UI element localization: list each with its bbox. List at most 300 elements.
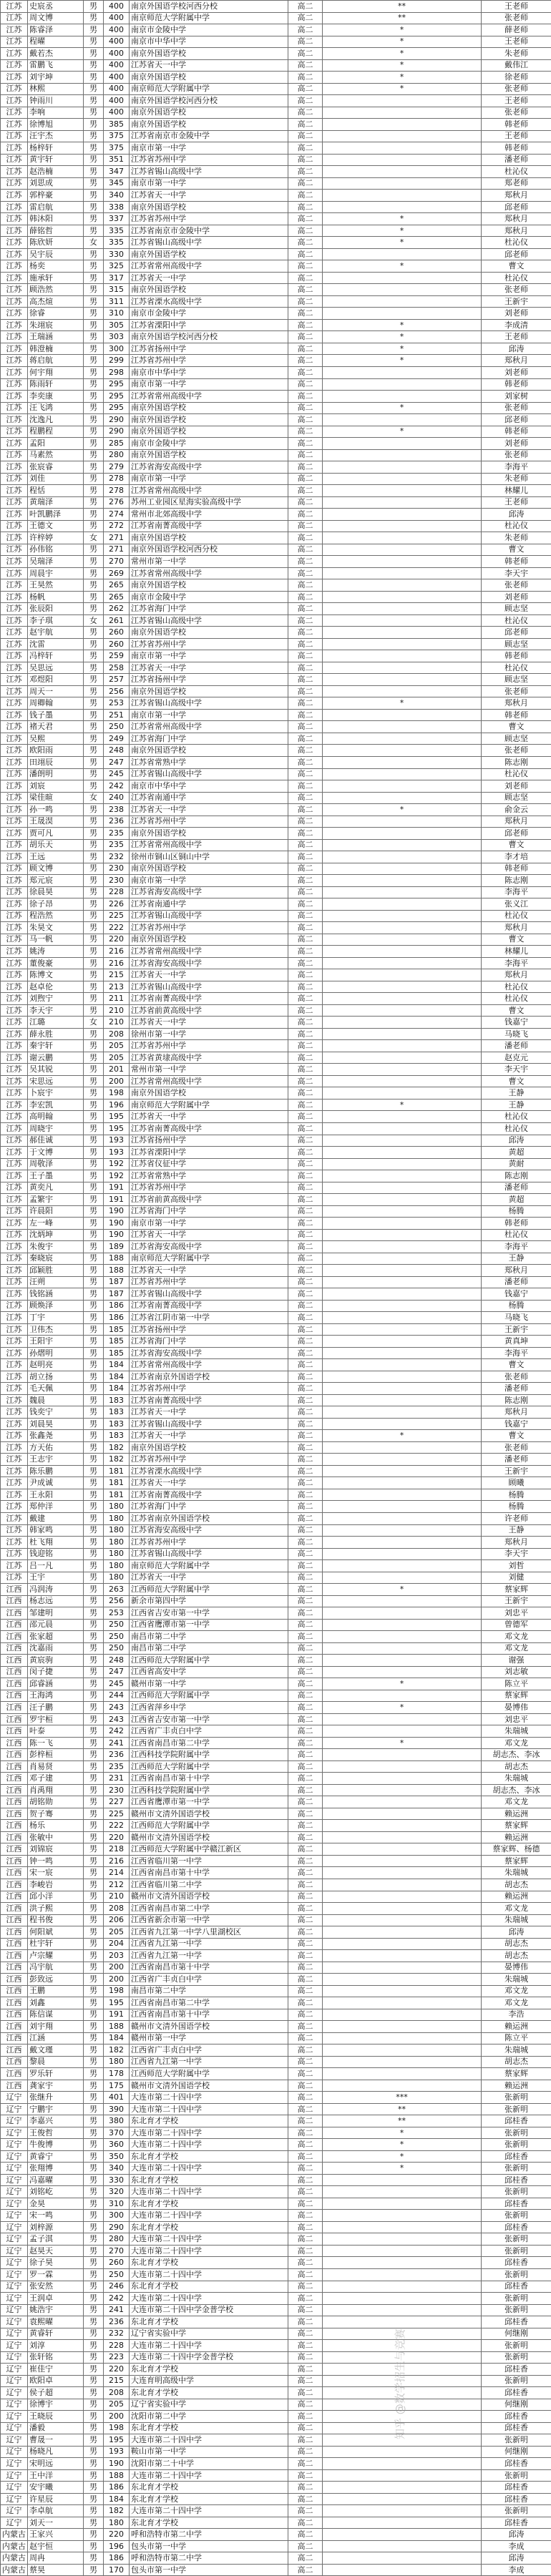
province-cell: 江西 xyxy=(1,1760,28,1773)
table-row xyxy=(1,414,551,426)
name-cell: 王志宇 xyxy=(28,1454,84,1466)
score-cell: 182 xyxy=(104,2505,130,2517)
name-cell: 雷启航 xyxy=(28,201,84,213)
score-cell: 238 xyxy=(104,804,130,816)
score-cell: 188 xyxy=(104,1253,130,1265)
school-cell: 南京外国语学校河西分校 xyxy=(130,331,288,343)
name-cell: 孟子淇 xyxy=(28,2233,84,2246)
school-cell: 南京外国语学校河西分校 xyxy=(130,1,288,13)
name-cell: 于文博 xyxy=(28,1147,84,1159)
name-cell: 顾浩然 xyxy=(28,284,84,296)
coach-cell: 杨腾 xyxy=(482,1501,551,1513)
table-row xyxy=(1,177,551,190)
coach-cell: 张新明 xyxy=(482,2163,551,2175)
province-cell: 江苏 xyxy=(1,1017,28,1029)
gender-cell: 男 xyxy=(84,2446,104,2458)
name-cell: 黄宇轩 xyxy=(28,154,84,166)
coach-cell: 李成 xyxy=(482,2540,551,2552)
mark-cell xyxy=(323,496,482,509)
table-row xyxy=(1,2399,551,2411)
coach-cell: 胡志杰 xyxy=(482,2056,551,2068)
school-cell: 江苏省海安高级中学 xyxy=(130,1241,288,1253)
province-cell: 江苏 xyxy=(1,130,28,142)
mark-cell xyxy=(323,2340,482,2352)
coach-cell: 顾志坚 xyxy=(482,792,551,804)
score-cell: 213 xyxy=(104,981,130,993)
school-cell: 江苏省天一中学 xyxy=(130,1265,288,1277)
grade-cell: 高二 xyxy=(288,2328,323,2340)
grade-cell: 高二 xyxy=(288,237,323,249)
province-cell: 江苏 xyxy=(1,556,28,568)
table-row xyxy=(1,2458,551,2470)
mark-cell xyxy=(323,1359,482,1371)
score-cell: 205 xyxy=(104,1926,130,1939)
grade-cell: 高二 xyxy=(288,1064,323,1076)
table-row xyxy=(1,319,551,331)
mark-cell: * xyxy=(323,59,482,72)
province-cell: 辽宁 xyxy=(1,2469,28,2482)
name-cell: 袁熙曜 xyxy=(28,2316,84,2328)
table-row xyxy=(1,2469,551,2482)
coach-cell: 赵克元 xyxy=(482,1052,551,1064)
name-cell: 陈欣妍 xyxy=(28,237,84,249)
school-cell: 江苏省常州高级中学 xyxy=(130,567,288,579)
school-cell: 江西省高安中学 xyxy=(130,1666,288,1678)
score-cell: 330 xyxy=(104,248,130,260)
province-cell: 江苏 xyxy=(1,1359,28,1371)
grade-cell: 高二 xyxy=(288,308,323,320)
school-cell: 常州市北郊高级中学 xyxy=(130,509,288,521)
mark-cell xyxy=(323,567,482,579)
school-cell: 南京外国语学校 xyxy=(130,1087,288,1100)
school-cell: 赣州市文清外国语学校 xyxy=(130,1808,288,1820)
province-cell: 辽宁 xyxy=(1,2233,28,2246)
school-cell: 江苏省海门中学 xyxy=(130,1336,288,1348)
score-cell: 187 xyxy=(104,1276,130,1288)
province-cell: 江西 xyxy=(1,1962,28,1974)
name-cell: 李嘉兴 xyxy=(28,2115,84,2127)
province-cell: 江苏 xyxy=(1,343,28,355)
score-cell: 263 xyxy=(104,1584,130,1596)
province-cell: 江西 xyxy=(1,1678,28,1690)
table-row xyxy=(1,2163,551,2175)
school-cell: 江苏省苏州中学 xyxy=(130,1383,288,1395)
table-row xyxy=(1,2068,551,2080)
gender-cell: 男 xyxy=(84,2493,104,2505)
score-cell: 182 xyxy=(104,2044,130,2057)
watermark-text: 知乎 @数学招生与竞赛 xyxy=(394,2328,406,2439)
name-cell: 汪朔 xyxy=(28,1276,84,1288)
coach-cell: 曹文 xyxy=(482,260,551,273)
score-cell: 222 xyxy=(104,922,130,934)
coach-cell: 刘老师 xyxy=(482,308,551,320)
table-row xyxy=(1,2009,551,2021)
score-cell: 180 xyxy=(104,1501,130,1513)
school-cell: 江苏省常州高级中学 xyxy=(130,485,288,497)
mark-cell xyxy=(323,1595,482,1607)
score-cell: 226 xyxy=(104,898,130,911)
grade-cell: 高二 xyxy=(288,1158,323,1170)
table-row xyxy=(1,1867,551,1879)
table-row xyxy=(1,2198,551,2210)
grade-cell: 高二 xyxy=(288,2032,323,2044)
name-cell: 王鹏 xyxy=(28,1985,84,1997)
name-cell: 闵子捷 xyxy=(28,1666,84,1678)
coach-cell: 张新明 xyxy=(482,2233,551,2246)
coach-cell: 王新宇 xyxy=(482,1465,551,1477)
name-cell: 吕一凡 xyxy=(28,1560,84,1572)
table-row xyxy=(1,768,551,780)
name-cell: 程书俊 xyxy=(28,1914,84,1926)
name-cell: 陈睿泽 xyxy=(28,24,84,36)
name-cell: 李子琪 xyxy=(28,614,84,627)
gender-cell: 男 xyxy=(84,2340,104,2352)
score-cell: 249 xyxy=(104,733,130,745)
school-cell: 江西省南昌市第二中学 xyxy=(130,1903,288,1915)
mark-cell xyxy=(323,1796,482,1808)
name-cell: 张轩铭 xyxy=(28,2351,84,2364)
gender-cell: 男 xyxy=(84,1229,104,1241)
coach-cell: 邱老师 xyxy=(482,627,551,639)
grade-cell: 高二 xyxy=(288,59,323,72)
grade-cell: 高二 xyxy=(288,520,323,532)
gender-cell: 男 xyxy=(84,1430,104,1442)
coach-cell: 曹文 xyxy=(482,1075,551,1087)
gender-cell: 男 xyxy=(84,225,104,237)
name-cell: 魏晨 xyxy=(28,1394,84,1406)
mark-cell xyxy=(323,295,482,308)
school-cell: 江苏省天一中学 xyxy=(130,1229,288,1241)
table-row xyxy=(1,1595,551,1607)
school-cell: 南京市第一中学 xyxy=(130,709,288,721)
school-cell: 江苏省南通中学 xyxy=(130,898,288,911)
coach-cell: 王静 xyxy=(482,1087,551,1100)
grade-cell: 高二 xyxy=(288,2245,323,2257)
coach-cell: 黄真坤 xyxy=(482,1336,551,1348)
mark-cell xyxy=(323,1974,482,1986)
score-cell: 290 xyxy=(104,426,130,438)
mark-cell xyxy=(323,2446,482,2458)
mark-cell xyxy=(323,1147,482,1159)
grade-cell: 高二 xyxy=(288,2186,323,2198)
name-cell: 徐子昊 xyxy=(28,2257,84,2269)
table-row xyxy=(1,1312,551,1324)
school-cell: 大连市第二十四中学 xyxy=(130,2434,288,2447)
table-row xyxy=(1,2293,551,2305)
gender-cell: 男 xyxy=(84,1595,104,1607)
table-row xyxy=(1,934,551,946)
province-cell: 辽宁 xyxy=(1,2281,28,2293)
school-cell: 江西省广丰贞白中学 xyxy=(130,1974,288,1986)
mark-cell xyxy=(323,614,482,627)
province-cell: 辽宁 xyxy=(1,2482,28,2494)
province-cell: 江苏 xyxy=(1,614,28,627)
school-cell: 大连市第二十四中学 xyxy=(130,2163,288,2175)
coach-cell: 曹文 xyxy=(482,839,551,851)
score-cell: 190 xyxy=(104,1205,130,1218)
province-cell: 江苏 xyxy=(1,733,28,745)
grade-cell: 高二 xyxy=(288,319,323,331)
gender-cell: 男 xyxy=(84,1725,104,1738)
name-cell: 邓子建 xyxy=(28,1773,84,1785)
grade-cell: 高二 xyxy=(288,2564,323,2576)
name-cell: 吴思远 xyxy=(28,662,84,674)
score-cell: 236 xyxy=(104,2316,130,2328)
grade-cell: 高二 xyxy=(288,1796,323,1808)
coach-cell: 邱涛 xyxy=(482,2552,551,2565)
gender-cell: 男 xyxy=(84,745,104,757)
gender-cell: 男 xyxy=(84,1974,104,1986)
gender-cell: 男 xyxy=(84,1454,104,1466)
score-cell: 400 xyxy=(104,36,130,48)
grade-cell: 高二 xyxy=(288,1903,323,1915)
grade-cell: 高二 xyxy=(288,2540,323,2552)
name-cell: 韩沐阳 xyxy=(28,213,84,225)
mark-cell xyxy=(323,509,482,521)
coach-cell: 蔡家辉 xyxy=(482,1690,551,1702)
score-cell: 214 xyxy=(104,1867,130,1879)
school-cell: 江西省南昌市第十中学 xyxy=(130,2009,288,2021)
school-cell: 江苏省扬州中学 xyxy=(130,674,288,686)
score-cell: 181 xyxy=(104,1465,130,1477)
grade-cell: 高二 xyxy=(288,792,323,804)
coach-cell: 邱桂香 xyxy=(482,2364,551,2376)
table-row xyxy=(1,295,551,308)
province-cell: 江苏 xyxy=(1,83,28,95)
score-cell: 274 xyxy=(104,509,130,521)
province-cell: 江苏 xyxy=(1,1560,28,1572)
province-cell: 辽宁 xyxy=(1,2304,28,2316)
province-cell: 江西 xyxy=(1,1607,28,1620)
province-cell: 江苏 xyxy=(1,839,28,851)
grade-cell: 高二 xyxy=(288,828,323,840)
score-cell: 241 xyxy=(104,1737,130,1749)
province-cell: 江苏 xyxy=(1,1075,28,1087)
mark-cell xyxy=(323,1914,482,1926)
gender-cell: 男 xyxy=(84,402,104,414)
mark-cell xyxy=(323,414,482,426)
score-cell: 347 xyxy=(104,166,130,178)
school-cell: 南京市第一中学 xyxy=(130,177,288,190)
table-row xyxy=(1,213,551,225)
grade-cell: 高二 xyxy=(288,1891,323,1903)
grade-cell: 高二 xyxy=(288,1182,323,1194)
score-cell: 260 xyxy=(104,638,130,650)
name-cell: 张鑫尧 xyxy=(28,1430,84,1442)
name-cell: 钱子墨 xyxy=(28,709,84,721)
gender-cell: 男 xyxy=(84,107,104,119)
province-cell: 江苏 xyxy=(1,1182,28,1194)
name-cell: 王瑞涵 xyxy=(28,331,84,343)
school-cell: 东北育才学校 xyxy=(130,2387,288,2399)
score-cell: 245 xyxy=(104,1678,130,1690)
mark-cell xyxy=(323,2364,482,2376)
province-cell: 辽宁 xyxy=(1,2257,28,2269)
name-cell: 黎晨 xyxy=(28,2056,84,2068)
score-cell: 311 xyxy=(104,295,130,308)
province-cell: 江苏 xyxy=(1,1205,28,1218)
school-cell: 江苏省海安高级中学 xyxy=(130,461,288,474)
gender-cell: 男 xyxy=(84,1843,104,1856)
score-cell: 243 xyxy=(104,1702,130,1714)
gender-cell: 男 xyxy=(84,426,104,438)
grade-cell: 高二 xyxy=(288,1985,323,1997)
gender-cell: 男 xyxy=(84,1075,104,1087)
province-cell: 江西 xyxy=(1,1784,28,1796)
gender-cell: 男 xyxy=(84,2469,104,2482)
score-cell: 212 xyxy=(104,1879,130,1891)
coach-cell: 杜沁仪 xyxy=(482,993,551,1005)
mark-cell xyxy=(323,2009,482,2021)
grade-cell: 高二 xyxy=(288,414,323,426)
name-cell: 程浩然 xyxy=(28,910,84,922)
name-cell: 顾文博 xyxy=(28,863,84,875)
school-cell: 南京市第一中学 xyxy=(130,378,288,391)
table-row xyxy=(1,1323,551,1336)
score-cell: 190 xyxy=(104,1218,130,1230)
table-row xyxy=(1,544,551,556)
score-cell: 180 xyxy=(104,1548,130,1560)
score-cell: 340 xyxy=(104,190,130,202)
province-cell: 江苏 xyxy=(1,792,28,804)
table-row xyxy=(1,391,551,403)
score-cell: 241 xyxy=(104,2304,130,2316)
mark-cell xyxy=(323,875,482,887)
gender-cell: 男 xyxy=(84,1997,104,2009)
coach-cell: 韩老师 xyxy=(482,863,551,875)
table-row xyxy=(1,2422,551,2434)
coach-cell: 韩老师 xyxy=(482,142,551,155)
gender-cell: 男 xyxy=(84,2257,104,2269)
table-row xyxy=(1,1075,551,1087)
school-cell: 南京外国语学校 xyxy=(130,402,288,414)
school-cell: 常州市第一中学 xyxy=(130,556,288,568)
mark-cell: * xyxy=(323,331,482,343)
school-cell: 江西师范大学附属中学 xyxy=(130,2068,288,2080)
name-cell: 贾可凡 xyxy=(28,828,84,840)
table-row xyxy=(1,438,551,450)
school-cell: 江苏省锡山高级中学 xyxy=(130,1548,288,1560)
mark-cell xyxy=(323,2316,482,2328)
grade-cell: 高二 xyxy=(288,2092,323,2104)
province-cell: 江苏 xyxy=(1,520,28,532)
gender-cell: 男 xyxy=(84,1938,104,1950)
score-cell: 256 xyxy=(104,1595,130,1607)
school-cell: 南京市金陵中学 xyxy=(130,438,288,450)
mark-cell xyxy=(323,922,482,934)
school-cell: 江苏省苏州中学 xyxy=(130,1182,288,1194)
coach-cell: 韩老师 xyxy=(482,709,551,721)
gender-cell: 男 xyxy=(84,1713,104,1725)
grade-cell: 高二 xyxy=(288,1843,323,1856)
score-cell: 211 xyxy=(104,993,130,1005)
coach-cell: 张老师 xyxy=(482,579,551,592)
coach-cell: 顾志坚 xyxy=(482,638,551,650)
province-cell: 江苏 xyxy=(1,1028,28,1040)
mark-cell xyxy=(323,2304,482,2316)
mark-cell xyxy=(323,1465,482,1477)
table-row xyxy=(1,95,551,107)
province-cell: 江苏 xyxy=(1,331,28,343)
province-cell: 江苏 xyxy=(1,119,28,131)
name-cell: 史宸丞 xyxy=(28,1,84,13)
gender-cell: 男 xyxy=(84,780,104,793)
mark-cell xyxy=(323,166,482,178)
school-cell: 江苏省南菁高级中学 xyxy=(130,1394,288,1406)
name-cell: 胡乐天 xyxy=(28,839,84,851)
gender-cell: 男 xyxy=(84,910,104,922)
school-cell: 大连育明高级中学 xyxy=(130,2375,288,2387)
gender-cell: 男 xyxy=(84,1962,104,1974)
province-cell: 辽宁 xyxy=(1,2387,28,2399)
coach-cell: 胡志杰 xyxy=(482,1950,551,1962)
school-cell: 江苏省苏州中学 xyxy=(130,816,288,828)
coach-cell: 刘老师 xyxy=(482,366,551,378)
province-cell: 江西 xyxy=(1,1985,28,1997)
score-cell: 220 xyxy=(104,2364,130,2376)
table-row xyxy=(1,343,551,355)
name-cell: 陈一飞 xyxy=(28,1737,84,1749)
mark-cell xyxy=(323,2434,482,2447)
gender-cell: 男 xyxy=(84,863,104,875)
school-cell: 南京外国语学校 xyxy=(130,48,288,60)
province-cell: 江苏 xyxy=(1,638,28,650)
table-row xyxy=(1,674,551,686)
province-cell: 江西 xyxy=(1,2009,28,2021)
gender-cell: 男 xyxy=(84,1760,104,1773)
school-cell: 南京外国语学校 xyxy=(130,201,288,213)
score-cell: 230 xyxy=(104,1784,130,1796)
mark-cell xyxy=(323,2517,482,2529)
mark-cell xyxy=(323,1347,482,1359)
name-cell: 冯宇航 xyxy=(28,1962,84,1974)
score-cell: 385 xyxy=(104,119,130,131)
table-row xyxy=(1,1359,551,1371)
province-cell: 江苏 xyxy=(1,957,28,969)
gender-cell: 男 xyxy=(84,1891,104,1903)
province-cell: 江苏 xyxy=(1,898,28,911)
table-row xyxy=(1,1950,551,1962)
school-cell: 大连市第二十四中学 xyxy=(130,2293,288,2305)
gender-cell: 男 xyxy=(84,166,104,178)
mark-cell xyxy=(323,2068,482,2080)
table-row xyxy=(1,142,551,155)
grade-cell: 高二 xyxy=(288,1075,323,1087)
gender-cell: 男 xyxy=(84,2021,104,2033)
gender-cell: 男 xyxy=(84,2210,104,2222)
grade-cell: 高二 xyxy=(288,1122,323,1135)
grade-cell: 高二 xyxy=(288,1040,323,1052)
score-cell: 191 xyxy=(104,2009,130,2021)
coach-cell: 邱涛 xyxy=(482,1926,551,1939)
grade-cell: 高二 xyxy=(288,1441,323,1454)
grade-cell: 高二 xyxy=(288,355,323,367)
mark-cell: * xyxy=(323,804,482,816)
grade-cell: 高二 xyxy=(288,402,323,414)
coach-cell: 陈志刚 xyxy=(482,875,551,887)
mark-cell xyxy=(323,816,482,828)
school-cell: 南京外国语学校 xyxy=(130,828,288,840)
score-cell: 295 xyxy=(104,402,130,414)
name-cell: 王中洋 xyxy=(28,2469,84,2482)
name-cell: 邓煜阳 xyxy=(28,674,84,686)
grade-cell: 高二 xyxy=(288,875,323,887)
coach-cell: 朱瑞城 xyxy=(482,1914,551,1926)
province-cell: 江苏 xyxy=(1,284,28,296)
gender-cell: 男 xyxy=(84,993,104,1005)
coach-cell: 陈立平 xyxy=(482,2032,551,2044)
gender-cell: 男 xyxy=(84,1950,104,1962)
